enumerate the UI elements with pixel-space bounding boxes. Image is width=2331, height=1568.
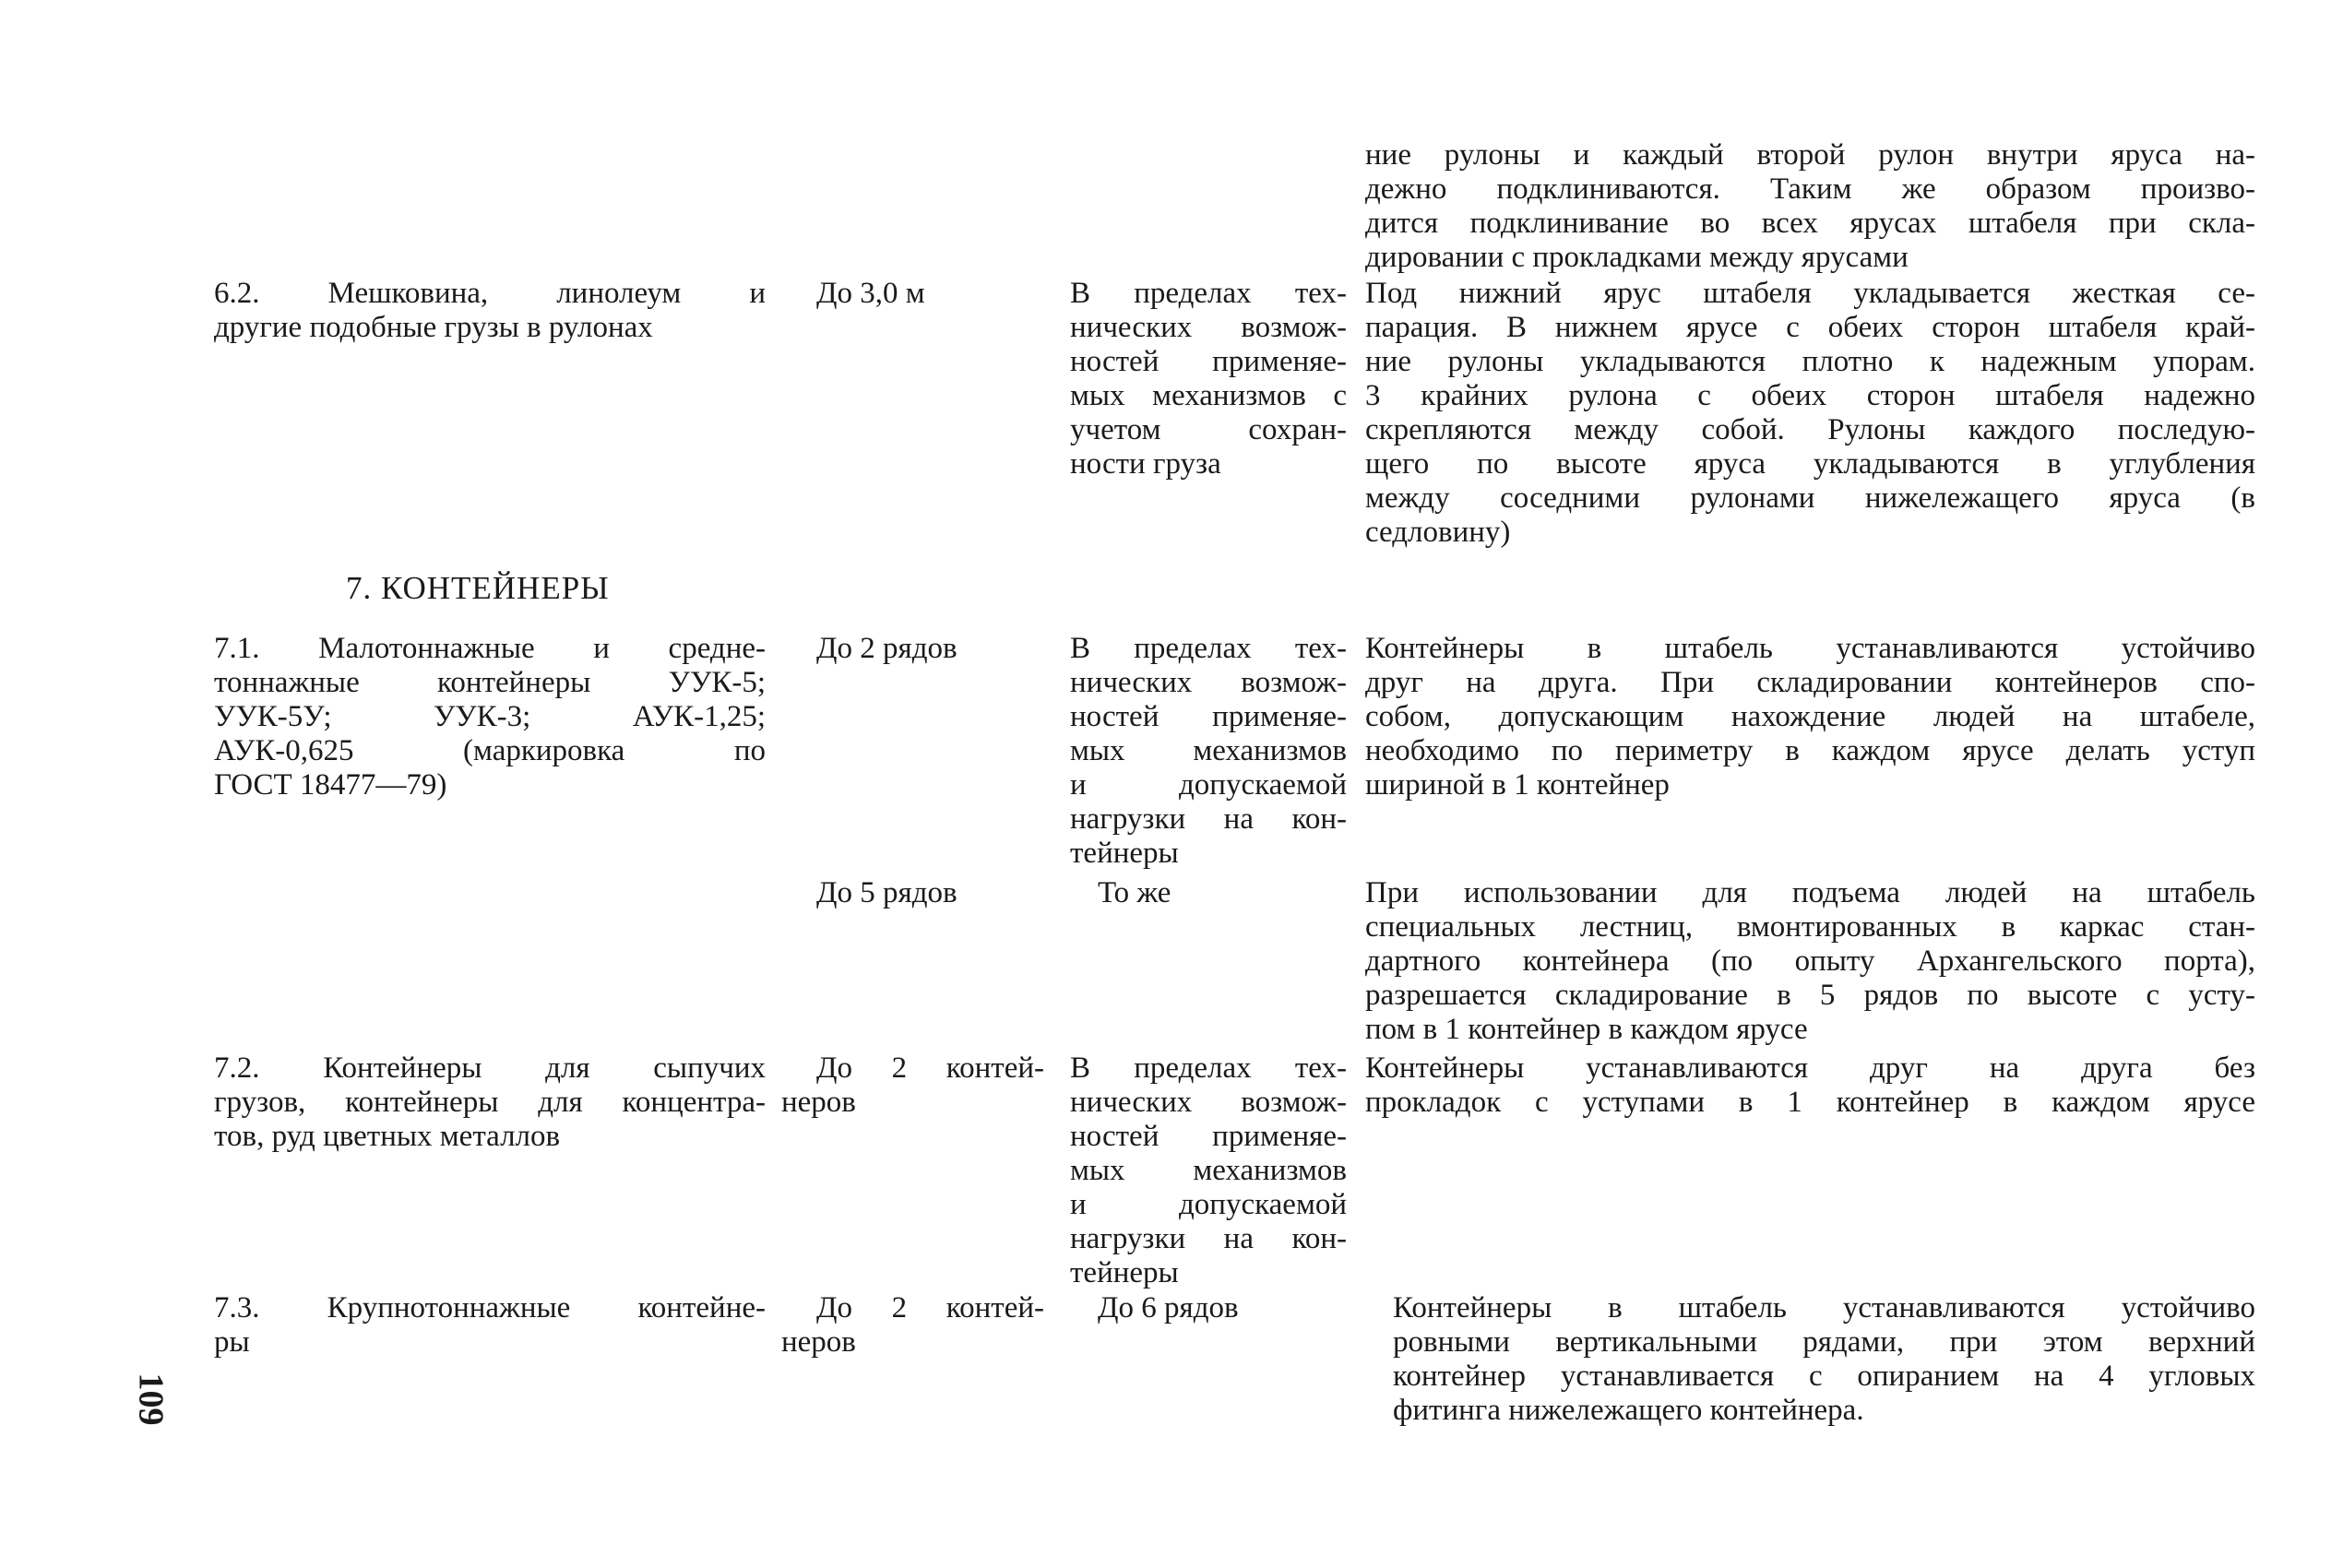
row-7-1-method — [1365, 632, 2255, 802]
text-line: ностей применяе- — [1070, 700, 1347, 733]
text-line: дежно подклиниваются. Таким же образом произво- — [1365, 172, 2255, 206]
row-7-1b-method — [1365, 876, 2255, 1047]
row-6-2-name — [214, 277, 766, 345]
text-line: разрешается складирование в 5 рядов по высоте с усту- — [1365, 979, 2255, 1012]
text-line: 7.3. Крупнотоннажные контейне- — [214, 1291, 766, 1324]
page-number: 109 — [131, 1372, 171, 1426]
text-line: До 3,0 м — [816, 277, 925, 310]
text-line: друг на друга. При складировании контейнеров спо- — [1365, 666, 2255, 699]
text-line: В пределах тех- — [1070, 632, 1347, 665]
text-line: мых механизмов — [1070, 734, 1347, 767]
text-line: 6.2. Мешковина, линолеум и — [214, 277, 766, 310]
row-7-1-mechanization — [1070, 632, 1347, 871]
text-line: дировании с прокладками между ярусами — [1365, 241, 1909, 274]
text-line: мых механизмов — [1070, 1154, 1347, 1187]
top-continuation-text — [1365, 138, 2255, 275]
row-7-1-height — [816, 632, 957, 666]
text-line: нических возмож- — [1070, 311, 1347, 344]
text-line: щего по высоте яруса укладываются в углубления — [1365, 447, 2255, 481]
text-line: седловину) — [1365, 516, 1511, 549]
text-line: собом, допускающим нахождение людей на штабеле, — [1365, 700, 2255, 733]
row-7-2-mechanization — [1070, 1051, 1347, 1290]
row-6-2-mechanization — [1070, 277, 1347, 481]
text-line: нических возмож- — [1070, 1086, 1347, 1119]
text-line: дится подклинивание во всех ярусах штабеля при скла- — [1365, 207, 2255, 240]
text-line: нагрузки на кон- — [1070, 1222, 1347, 1255]
text-line: ностей применяе- — [1070, 1120, 1347, 1153]
text-line: тов, руд цветных металлов — [214, 1120, 561, 1153]
text-line: фитинга нижележащего контейнера. — [1393, 1394, 1864, 1427]
text-line: УУК-5У; УУК-3; АУК-1,25; — [214, 700, 766, 733]
row-7-1b-mechanization — [1098, 876, 1171, 910]
text-line: пом в 1 контейнер в каждом ярусе — [1365, 1013, 1808, 1046]
text-line: нагрузки на кон- — [1070, 802, 1347, 836]
text-line: ностей применяе- — [1070, 345, 1347, 378]
text-line: другие подобные грузы в рулонах — [214, 311, 653, 344]
text-line: ние рулоны укладываются плотно к надежным упорам. — [1365, 345, 2255, 378]
text-line: тейнеры — [1070, 837, 1179, 870]
row-6-2-method — [1365, 277, 2255, 550]
text-line: До 6 рядов — [1098, 1291, 1239, 1324]
text-line: дартного контейнера (по опыту Архангельского порта), — [1365, 944, 2255, 978]
text-line: 7.1. Малотоннажные и средне- — [214, 632, 766, 665]
row-7-2-height — [781, 1051, 1044, 1120]
text-line: 7.2. Контейнеры для сыпучих — [214, 1051, 766, 1085]
row-7-3-mechanization — [1098, 1291, 1239, 1325]
text-line: ровными вертикальными рядами, при этом верхний — [1393, 1325, 2255, 1359]
row-7-2-name — [214, 1051, 766, 1154]
text-line: Контейнеры в штабель устанавливаются устойчиво — [1393, 1291, 2255, 1324]
text-line: До 5 рядов — [816, 876, 957, 909]
text-line: То же — [1098, 876, 1171, 909]
text-line: парация. В нижнем ярусе с обеих сторон штабеля край- — [1365, 311, 2255, 344]
text-line: тейнеры — [1070, 1256, 1179, 1289]
text-line: нических возмож- — [1070, 666, 1347, 699]
text-line: ности груза — [1070, 447, 1221, 481]
text-line: необходимо по периметру в каждом ярусе делать уступ — [1365, 734, 2255, 767]
text-line: До 2 контей- — [816, 1291, 1044, 1324]
row-6-2-height — [816, 277, 925, 311]
text-line: В пределах тех- — [1070, 1051, 1347, 1085]
row-7-3-height — [781, 1291, 1044, 1360]
text-line: скрепляются между собой. Рулоны каждого последую- — [1365, 413, 2255, 446]
text-line: неров — [781, 1325, 856, 1359]
row-7-3-method — [1393, 1291, 2255, 1428]
text-line: мых механизмов с — [1070, 379, 1347, 412]
text-line: При использовании для подъема людей на штабель — [1365, 876, 2255, 909]
text-line: и допускаемой — [1070, 768, 1347, 802]
text-line: грузов, контейнеры для концентра- — [214, 1086, 766, 1119]
text-line: неров — [781, 1086, 856, 1119]
row-7-2-method — [1365, 1051, 2255, 1120]
text-line: ры — [214, 1325, 250, 1359]
text-line: Контейнеры устанавливаются друг на друга без — [1365, 1051, 2255, 1085]
text-line: Контейнеры в штабель устанавливаются устойчиво — [1365, 632, 2255, 665]
section-heading: 7. КОНТЕЙНЕРЫ — [346, 570, 610, 606]
text-line: До 2 рядов — [816, 632, 957, 665]
row-7-3-name — [214, 1291, 766, 1360]
text-line: учетом сохран- — [1070, 413, 1347, 446]
text-line: прокладок с уступами в 1 контейнер в каждом ярусе — [1365, 1086, 2255, 1119]
text-line: ГОСТ 18477—79) — [214, 768, 447, 802]
text-line: 3 крайних рулона с обеих сторон штабеля надежно — [1365, 379, 2255, 412]
text-line: Под нижний ярус штабеля укладывается жесткая се- — [1365, 277, 2255, 310]
text-line: До 2 контей- — [816, 1051, 1044, 1085]
text-line: контейнер устанавливается с опиранием на 4 угловых — [1393, 1360, 2255, 1393]
text-line: и допускаемой — [1070, 1188, 1347, 1221]
row-7-1-name — [214, 632, 766, 802]
row-7-1b-height — [816, 876, 957, 910]
text-line: АУК-0,625 (маркировка по — [214, 734, 766, 767]
text-line: В пределах тех- — [1070, 277, 1347, 310]
text-line: тоннажные контейнеры УУК-5; — [214, 666, 766, 699]
text-line: ние рулоны и каждый второй рулон внутри яруса на- — [1365, 138, 2255, 172]
text-line: между соседними рулонами нижележащего яруса (в — [1365, 481, 2255, 515]
text-line: специальных лестниц, вмонтированных в каркас стан- — [1365, 910, 2255, 944]
text-line: шириной в 1 контейнер — [1365, 768, 1670, 802]
